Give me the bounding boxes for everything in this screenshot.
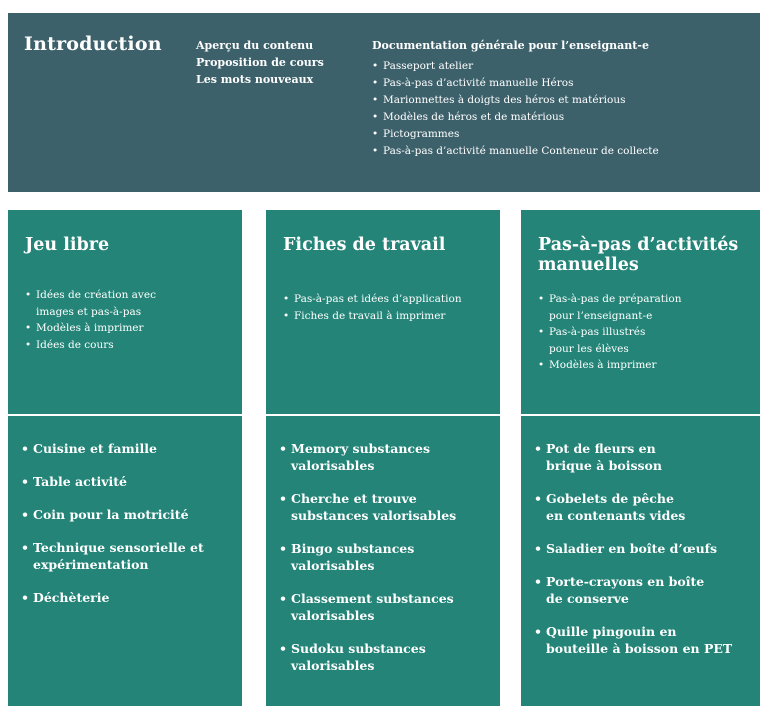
- doc-item[interactable]: • Pas-à-pas d’activité manuelle Conteneur de collecte: [372, 143, 659, 160]
- resource-list: [25, 287, 156, 353]
- activity-item[interactable]: • Technique sensorielle et expérimentation: [21, 539, 236, 573]
- activity-list: [279, 440, 494, 690]
- column-title: Fiches de travail: [283, 235, 446, 255]
- activity-panel: [521, 416, 760, 706]
- introduction-links: [196, 37, 324, 88]
- activity-item[interactable]: • Coin pour la motricité: [21, 506, 236, 523]
- column-header: [266, 210, 500, 414]
- activity-panel: [8, 416, 242, 706]
- activity-item[interactable]: • Gobelets de pêche en contenants vides: [534, 490, 749, 524]
- resource-item[interactable]: • Idées de cours: [25, 337, 156, 354]
- activity-item[interactable]: • Bingo substances valorisables: [279, 540, 494, 574]
- column-title: Jeu libre: [25, 235, 110, 255]
- resource-item[interactable]: • Pas-à-pas et idées d’application: [283, 291, 462, 308]
- resource-item[interactable]: • Pas-à-pas illustrés pour les élèves: [538, 324, 681, 357]
- activity-list: [21, 440, 236, 622]
- activity-item[interactable]: • Pot de fleurs en brique à boisson: [534, 440, 749, 474]
- link-apercu-du-contenu[interactable]: Aperçu du contenu: [196, 39, 314, 52]
- column-jeu-libre: [8, 210, 242, 706]
- activity-item[interactable]: • Porte-crayons en boîte de conserve: [534, 573, 749, 607]
- resource-list: [283, 291, 462, 324]
- resource-item[interactable]: • Pas-à-pas de préparation pour l’enseignant-e: [538, 291, 681, 324]
- doc-item[interactable]: • Modèles de héros et de matérious: [372, 109, 659, 126]
- activity-list: [534, 440, 749, 673]
- teacher-documentation-list: [372, 58, 659, 160]
- teacher-documentation: [372, 37, 659, 160]
- introduction-panel: [8, 13, 760, 192]
- link-proposition-de-cours[interactable]: Proposition de cours: [196, 56, 324, 69]
- activity-item[interactable]: • Cherche et trouve substances valorisables: [279, 490, 494, 524]
- column-header: [521, 210, 760, 414]
- resource-list: [538, 291, 681, 374]
- activity-item[interactable]: • Classement substances valorisables: [279, 590, 494, 624]
- column-header: [8, 210, 242, 414]
- doc-item[interactable]: • Pictogrammes: [372, 126, 659, 143]
- doc-item[interactable]: • Pas-à-pas d’activité manuelle Héros: [372, 75, 659, 92]
- column-title: Pas-à-pas d’activités manuelles: [538, 235, 739, 275]
- activity-item[interactable]: • Saladier en boîte d’œufs: [534, 540, 749, 557]
- activity-item[interactable]: • Quille pingouin en bouteille à boisson en PET: [534, 623, 749, 657]
- activity-item[interactable]: • Déchèterie: [21, 589, 236, 606]
- column-fiches-de-travail: [266, 210, 500, 706]
- doc-item[interactable]: • Marionnettes à doigts des héros et matérious: [372, 92, 659, 109]
- resource-item[interactable]: • Modèles à imprimer: [538, 357, 681, 374]
- activity-item[interactable]: • Cuisine et famille: [21, 440, 236, 457]
- resource-item[interactable]: • Idées de création avec images et pas-à-pas: [25, 287, 156, 320]
- activity-item[interactable]: • Memory substances valorisables: [279, 440, 494, 474]
- resource-item[interactable]: • Fiches de travail à imprimer: [283, 308, 462, 325]
- column-pas-a-pas: [521, 210, 760, 706]
- activity-panel: [266, 416, 500, 706]
- teacher-documentation-title: Documentation générale pour l’enseignant-e: [372, 39, 649, 52]
- activity-item[interactable]: • Table activité: [21, 473, 236, 490]
- introduction-title: Introduction: [24, 33, 162, 55]
- link-les-mots-nouveaux[interactable]: Les mots nouveaux: [196, 73, 314, 86]
- resource-item[interactable]: • Modèles à imprimer: [25, 320, 156, 337]
- activity-item[interactable]: • Sudoku substances valorisables: [279, 640, 494, 674]
- doc-item[interactable]: • Passeport atelier: [372, 58, 659, 75]
